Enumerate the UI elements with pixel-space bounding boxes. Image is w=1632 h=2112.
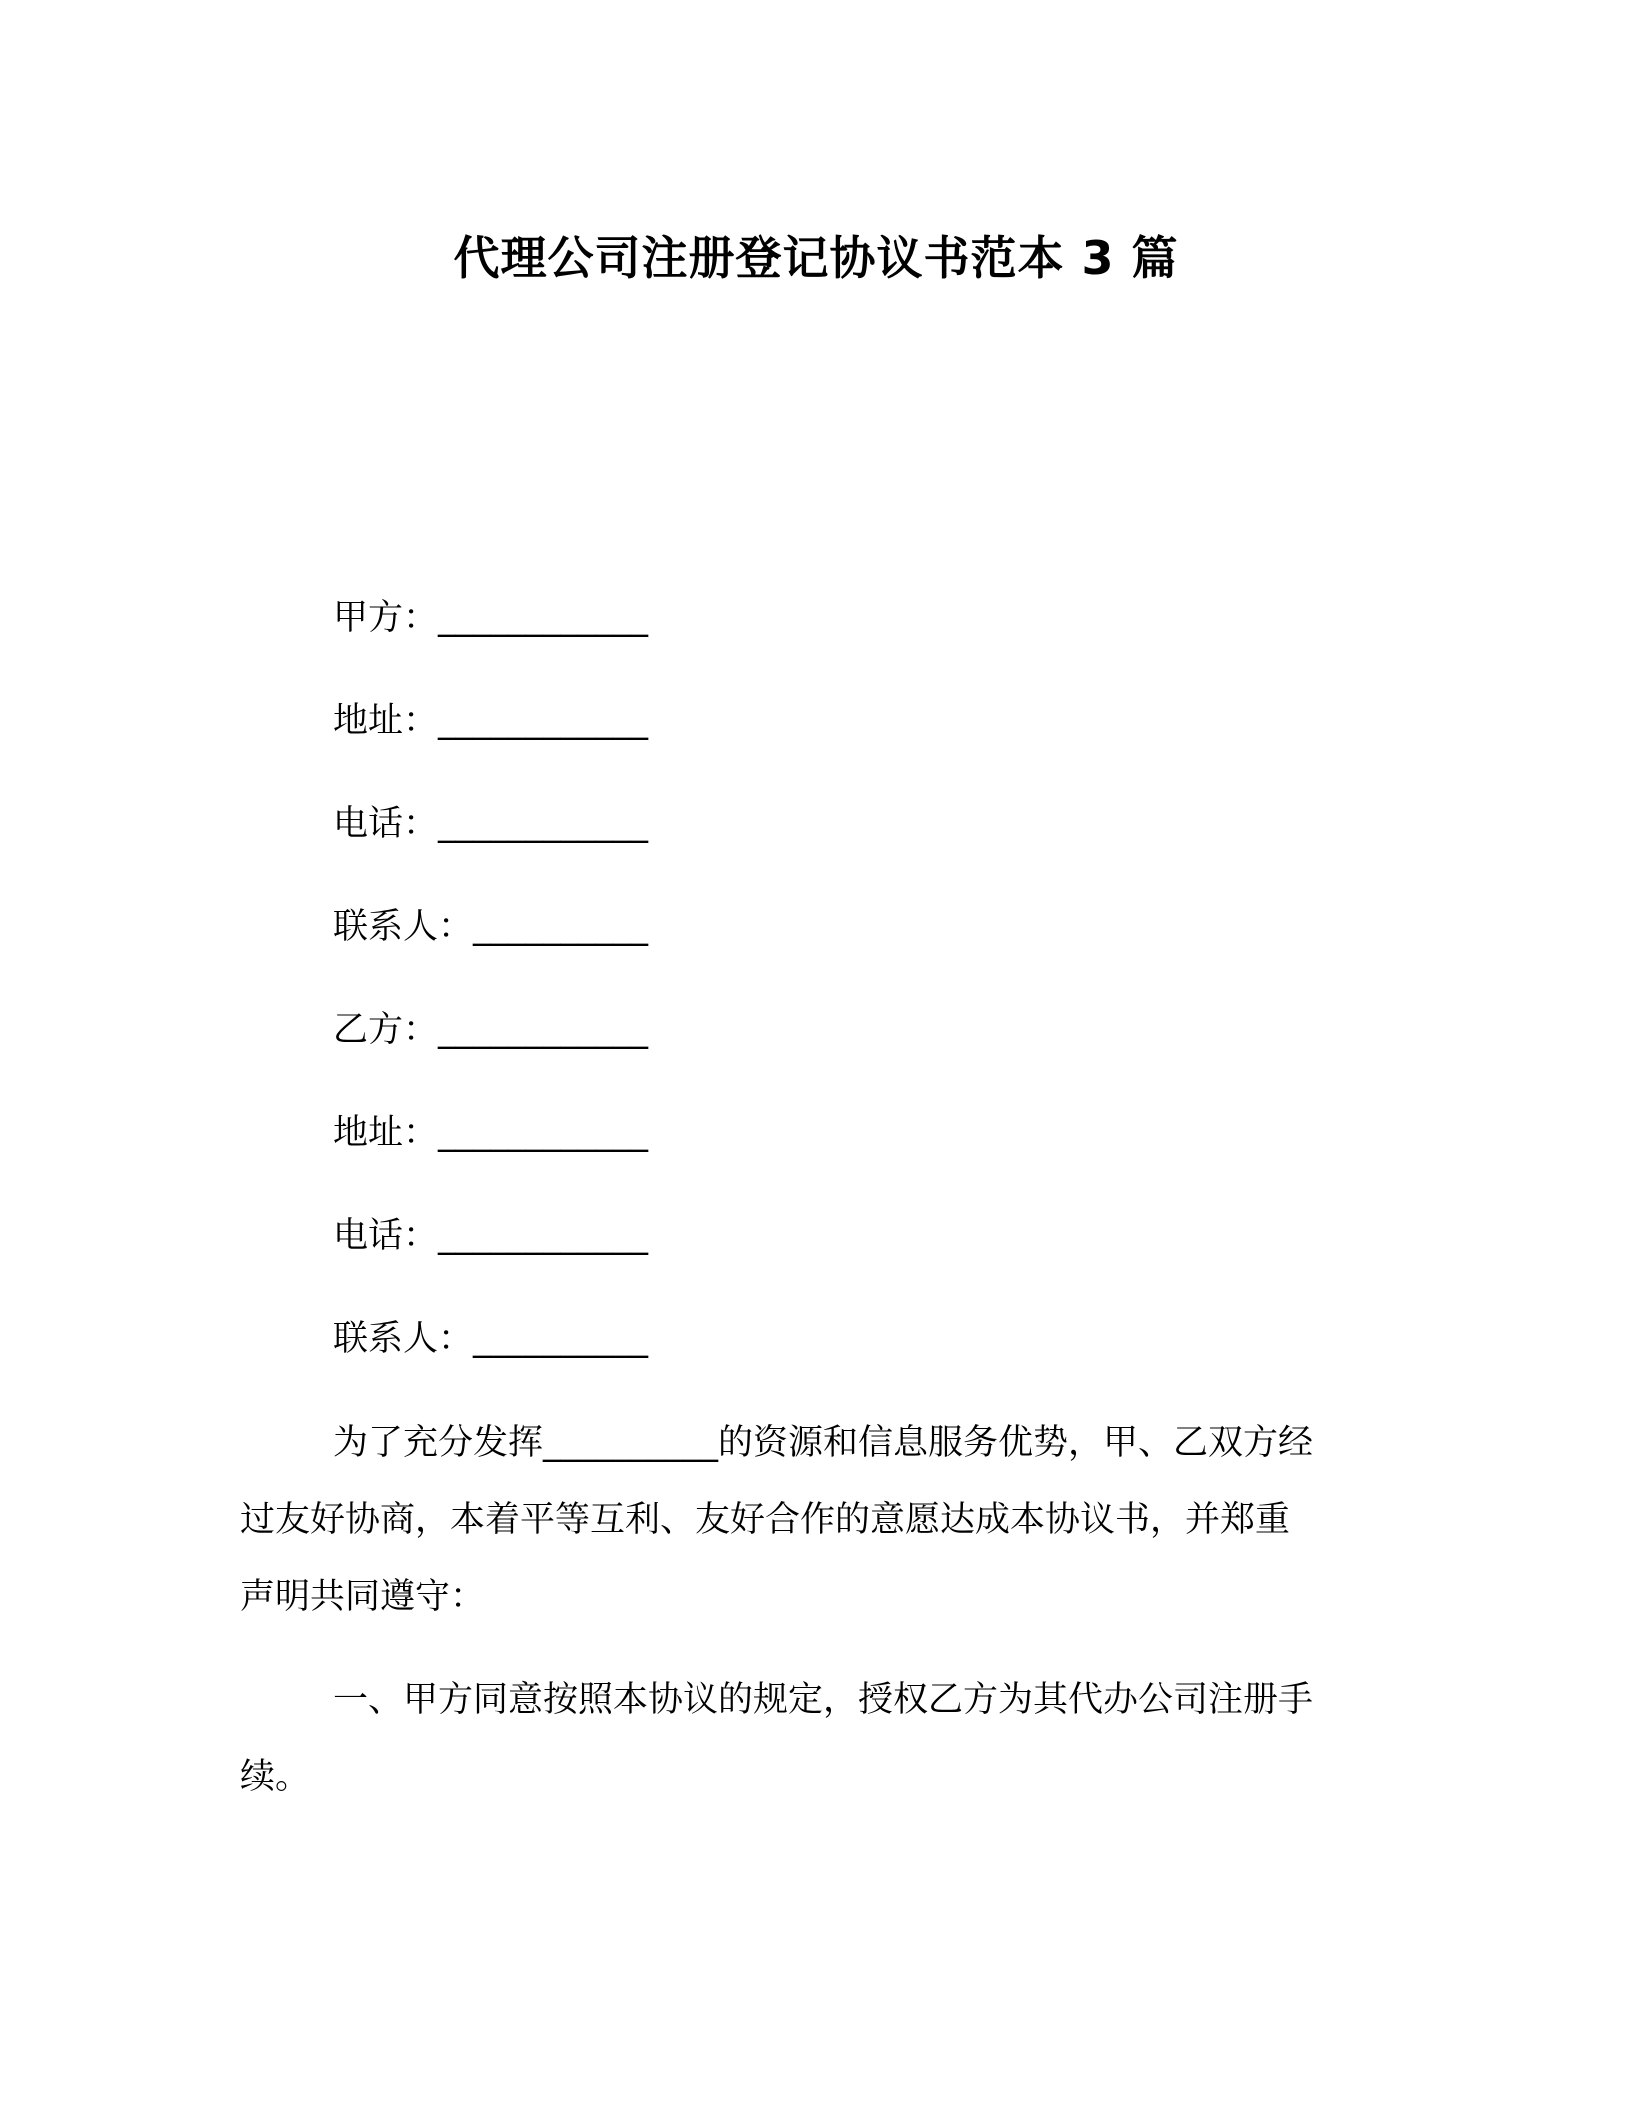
party-b-name-field: 乙方：____________ (333, 1010, 649, 1050)
clause-1-paragraph (240, 1662, 1380, 1816)
intro-paragraph (240, 1405, 1380, 1636)
party-b-contact-field: 联系人：__________ (333, 1319, 649, 1359)
intro-line-1: 为了充分发挥__________的资源和信息服务优势，甲、乙双方经 (333, 1423, 1314, 1463)
document-title: 代理公司注册登记协议书范本 3 篇 (453, 231, 1179, 285)
intro-line-2: 过友好协商，本着平等互利、友好合作的意愿达成本协议书，并郑重 (240, 1500, 1291, 1540)
party-a-contact-field: 联系人：__________ (333, 907, 649, 947)
clause-1-line-2: 续。 (240, 1757, 311, 1797)
clause-1-line-1: 一、甲方同意按照本协议的规定，授权乙方为其代办公司注册手 (333, 1680, 1314, 1720)
party-b-address-field: 地址：____________ (333, 1113, 649, 1153)
party-a-phone-field: 电话：____________ (333, 804, 649, 844)
party-a-name-field: 甲方：____________ (333, 598, 649, 638)
party-a-address-field: 地址：____________ (333, 701, 649, 741)
intro-line-3: 声明共同遵守： (240, 1577, 486, 1617)
party-b-phone-field: 电话：____________ (333, 1216, 649, 1256)
